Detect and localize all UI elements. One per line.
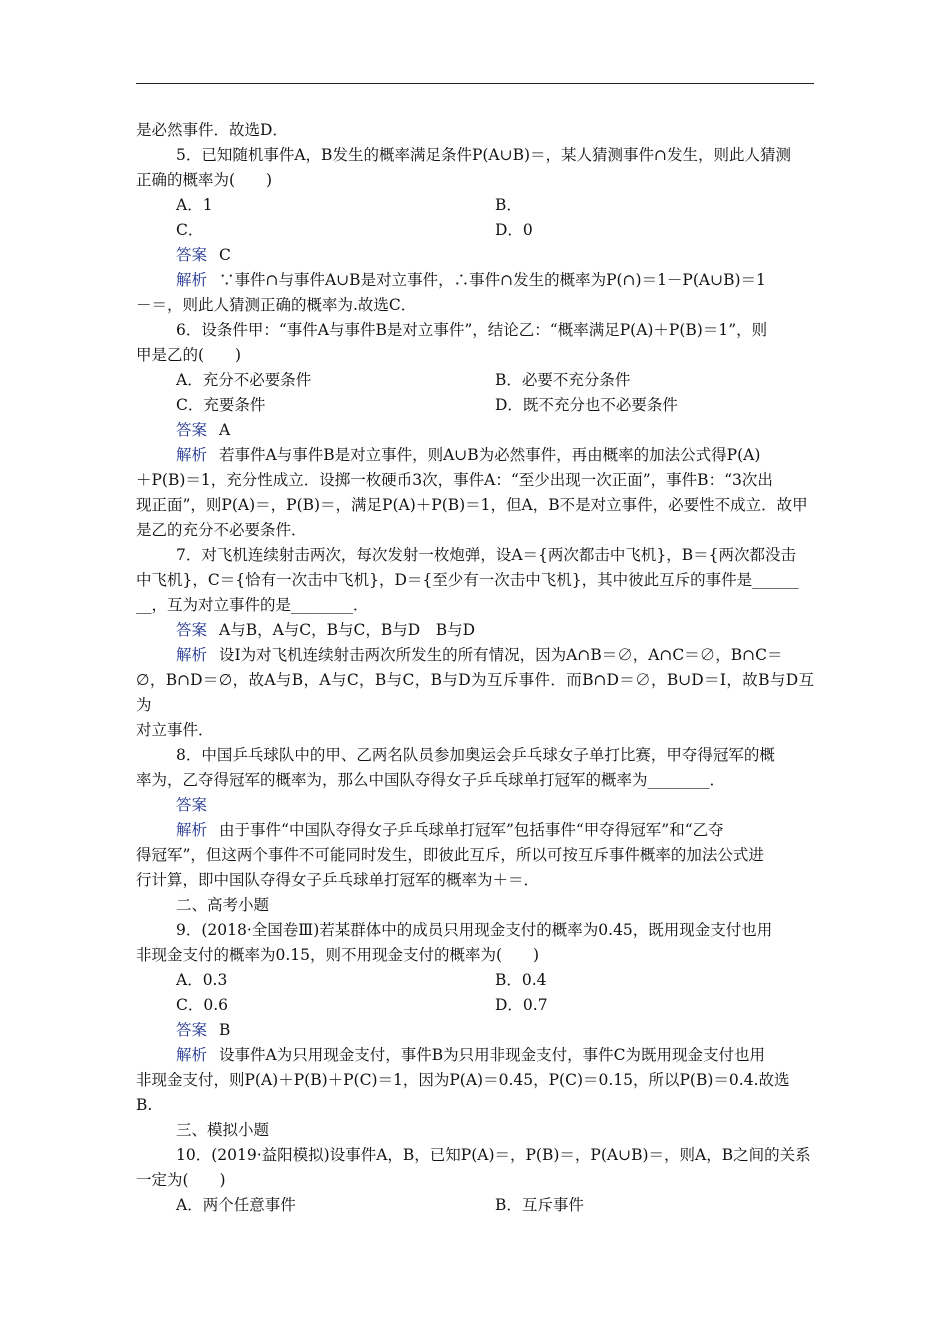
answer-line: [136, 618, 814, 643]
answer-text: A与B，A与C，B与C，B与D B与D: [219, 621, 476, 639]
question-7: 7．对飞机连续射击两次，每次发射一枚炮弹，设A＝{两次都击中飞机}，B＝{两次都没击: [176, 546, 797, 564]
text-line: B.: [136, 1096, 153, 1114]
analysis-label: 解析: [176, 1046, 208, 1064]
answer-line: [136, 1018, 814, 1043]
question-5: 5．已知随机事件A，B发生的概率满足条件P(A∪B)＝，某人猜测事件∩发生，则此人猜测: [176, 146, 792, 164]
analysis-line: [136, 643, 814, 668]
answer-line: [136, 243, 814, 268]
option-b: B．0.4: [495, 971, 547, 989]
document-body: [136, 118, 814, 1218]
answer-label: 答案: [176, 421, 208, 439]
options-row: [136, 993, 814, 1018]
option-b: B．: [495, 196, 522, 214]
analysis-label: 解析: [176, 446, 208, 464]
answer-label: 答案: [176, 796, 208, 814]
analysis-text: 由于事件“中国队夺得女子乒乓球单打冠军”包括事件“甲夺得冠军”和“乙夺: [219, 821, 724, 839]
option-d: D．既不充分也不必要条件: [495, 396, 678, 414]
answer-label: 答案: [176, 1021, 208, 1039]
text-line: 对立事件．: [136, 721, 214, 739]
section-heading: 三、模拟小题: [176, 1121, 270, 1139]
options-row: [136, 393, 814, 418]
text-line: 甲是乙的( ): [136, 346, 242, 364]
answer-text: C: [219, 246, 231, 264]
text-line: ∅，B∩D＝∅，故A与B，A与C，B与C，B与D为互斥事件．而B∩D＝∅，B∪D＝I，故B与D互为: [136, 671, 814, 714]
answer-line: [136, 793, 814, 818]
analysis-text: 设事件A为只用现金支付，事件B为只用非现金支付，事件C为既用现金支付也用: [219, 1046, 765, 1064]
options-row: [136, 968, 814, 993]
text-line: 非现金支付的概率为0.15，则不用现金支付的概率为( ): [136, 946, 540, 964]
text-line: 正确的概率为( ): [136, 171, 273, 189]
answer-text: A: [219, 421, 231, 439]
answer-line: [136, 418, 814, 443]
text-line: 得冠军”，但这两个事件不可能同时发生，即彼此互斥，所以可按互斥事件概率的加法公式进: [136, 846, 764, 864]
analysis-line: [136, 268, 814, 293]
option-b: B．必要不充分条件: [495, 371, 631, 389]
options-row: [136, 218, 814, 243]
options-row: [136, 1193, 814, 1218]
text-line: 现正面”，则P(A)＝，P(B)＝，满足P(A)＋P(B)＝1，但A，B不是对立事件，必要性不成立．故甲: [136, 496, 808, 514]
text-line: 是必然事件．故选D．: [136, 121, 288, 139]
text-line: 中飞机}，C＝{恰有一次击中飞机}，D＝{至少有一次击中飞机}，其中彼此互斥的事件是______: [136, 571, 799, 589]
analysis-label: 解析: [176, 271, 208, 289]
text-line: 率为，乙夺得冠军的概率为，那么中国队夺得女子乒乓球单打冠军的概率为________．: [136, 771, 726, 789]
text-line: 行计算，即中国队夺得女子乒乓球单打冠军的概率为＋＝．: [136, 871, 540, 889]
answer-label: 答案: [176, 621, 208, 639]
option-a: A．1: [176, 196, 213, 214]
analysis-line: [136, 818, 814, 843]
text-line: __，互为对立事件的是________．: [136, 596, 369, 614]
section-heading: 二、高考小题: [176, 896, 270, 914]
analysis-line: [136, 1043, 814, 1068]
text-line: 一定为( ): [136, 1171, 226, 1189]
question-6: 6．设条件甲：“事件A与事件B是对立事件”，结论乙：“概率满足P(A)＋P(B)＝1”，则: [176, 321, 768, 339]
option-b: B．互斥事件: [495, 1196, 584, 1214]
text-line: －＝，则此人猜测正确的概率为.故选C．: [136, 296, 417, 314]
option-c: C．0.6: [176, 996, 229, 1014]
analysis-text: 设I为对飞机连续射击两次所发生的所有情况，因为A∩B＝∅，A∩C＝∅，B∩C＝: [219, 646, 783, 664]
analysis-line: [136, 443, 814, 468]
option-a: A．充分不必要条件: [176, 371, 312, 389]
analysis-text: 若事件A与事件B是对立事件，则A∪B为必然事件，再由概率的加法公式得P(A): [219, 446, 761, 464]
analysis-text: ∵事件∩与事件A∪B是对立事件，∴事件∩发生的概率为P(∩)＝1－P(A∪B)＝1: [219, 271, 766, 289]
option-c: C．: [176, 221, 204, 239]
analysis-label: 解析: [176, 821, 208, 839]
option-c: C．充要条件: [176, 396, 266, 414]
question-10: 10．(2019·益阳模拟)设事件A，B，已知P(A)＝，P(B)＝，P(A∪B)＝，则A，B之间的关系: [176, 1146, 811, 1164]
option-d: D．0.7: [495, 996, 548, 1014]
question-8: 8．中国乒乓球队中的甲、乙两名队员参加奥运会乒乓球女子单打比赛，甲夺得冠军的概: [176, 746, 775, 764]
text-line: 是乙的充分不必要条件．: [136, 521, 307, 539]
answer-label: 答案: [176, 246, 208, 264]
option-a: A．两个任意事件: [176, 1196, 296, 1214]
option-a: A．0.3: [176, 971, 228, 989]
options-row: [136, 368, 814, 393]
header-rule: [136, 83, 814, 84]
answer-text: B: [219, 1021, 231, 1039]
option-d: D．0: [495, 221, 533, 239]
question-9: 9．(2018·全国卷Ⅲ)若某群体中的成员只用现金支付的概率为0.45，既用现金支付也用: [176, 921, 773, 939]
text-line: ＋P(B)＝1，充分性成立．设掷一枚硬币3次，事件A：“至少出现一次正面”，事件B：“3次出: [136, 471, 773, 489]
options-row: [136, 193, 814, 218]
analysis-label: 解析: [176, 646, 208, 664]
text-line: 非现金支付，则P(A)＋P(B)＋P(C)＝1，因为P(A)＝0.45，P(C)＝0.15，所以P(B)＝0.4.故选: [136, 1071, 790, 1089]
